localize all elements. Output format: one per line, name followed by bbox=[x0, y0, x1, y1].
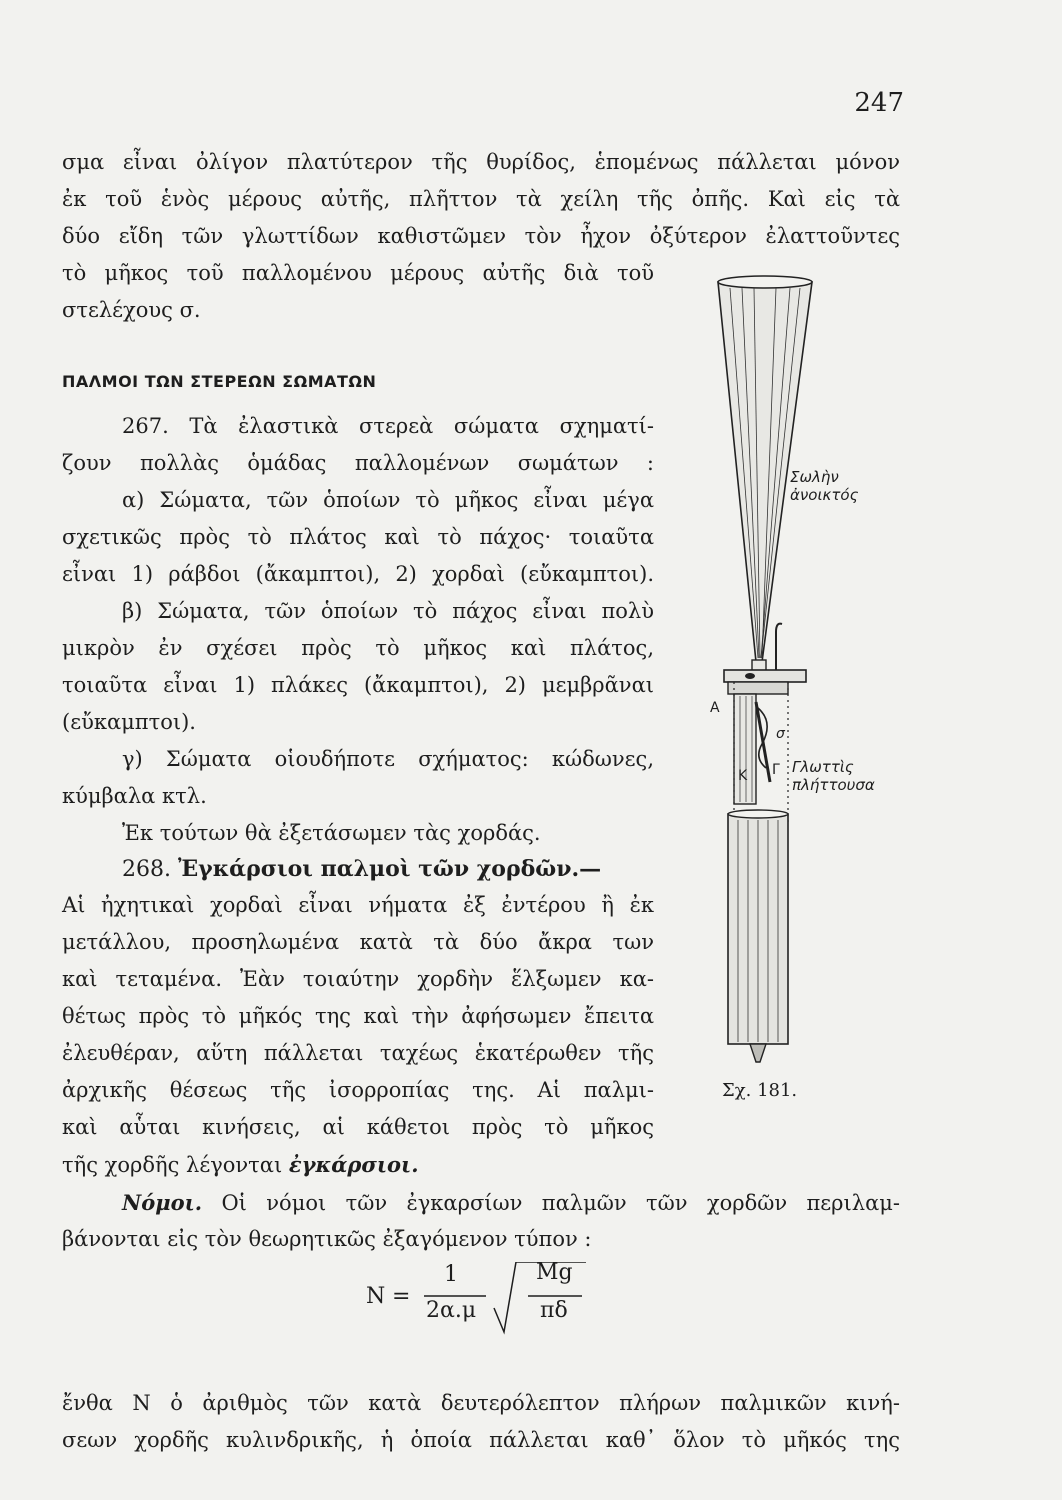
figure-label-reed bbox=[792, 758, 875, 794]
text-line: σμα εἶναι ὀλίγον πλατύτερον τῆς θυρίδος, ἑπομένως πάλλεται μόνον bbox=[62, 150, 900, 174]
figure-letter-g: Γ bbox=[772, 762, 780, 778]
text-line: σχετικῶς πρὸς τὸ πλάτος καὶ τὸ πάχος· τοιαῦτα bbox=[62, 525, 654, 549]
figure-label-line: πλήττουσα bbox=[792, 776, 875, 794]
text-line: καὶ αὗται κινήσεις, αἱ κάθετοι πρὸς τὸ μῆκος bbox=[62, 1115, 654, 1139]
text-line: μετάλλου, προσηλωμένα κατὰ τὰ δύο ἄκρα των bbox=[62, 930, 654, 954]
formula-numerator: 1 bbox=[444, 1262, 458, 1287]
text-line: ἐκ τοῦ ἑνὸς μέρους αὐτῆς, πλῆττον τὰ χείλη τῆς ὀπῆς. Καὶ εἰς τὰ bbox=[62, 187, 900, 211]
text-line: ἀρχικῆς θέσεως τῆς ἰσορροπίας της. Αἱ παλμι- bbox=[62, 1078, 654, 1102]
text-line: δύο εἴδη τῶν γλωττίδων καθιστῶμεν τὸν ἦχον ὀξύτερον ἐλαττοῦντες bbox=[62, 224, 900, 248]
text-fragment: τῆς χορδῆς λέγονται bbox=[62, 1153, 283, 1177]
text-line: Αἱ ἠχητικαὶ χορδαὶ εἶναι νήματα ἐξ ἐντέρου ἢ ἐκ bbox=[62, 893, 654, 917]
text-line: κύμβαλα κτλ. bbox=[62, 784, 207, 808]
laws-label: Νόμοι. bbox=[122, 1190, 203, 1215]
text-line: τοιαῦτα εἶναι 1) πλάκες (ἄκαμπτοι), 2) μεμβρᾶναι bbox=[62, 673, 654, 697]
formula bbox=[366, 1262, 626, 1342]
text-line: ἔνθα N ὁ ἀριθμὸς τῶν κατὰ δευτερόλεπτον πλήρων παλμικῶν κινή- bbox=[62, 1391, 900, 1415]
reed-pipe-figure bbox=[690, 262, 890, 1082]
figure-caption: Σχ. 181. bbox=[722, 1080, 798, 1101]
figure-label-line: Γλωττὶς bbox=[792, 758, 854, 776]
formula-equals: = bbox=[392, 1284, 411, 1309]
text-line: βάνονται εἰς τὸν θεωρητικῶς ἐξαγόμενον τύπον : bbox=[62, 1227, 592, 1251]
paragraph-number: 268. bbox=[122, 857, 171, 882]
figure-letter-sigma: σ bbox=[776, 726, 785, 742]
formula-denominator: 2α.μ bbox=[426, 1298, 477, 1323]
figure-label-line: Σωλὴν bbox=[790, 468, 839, 486]
figure-label-tube bbox=[790, 468, 858, 504]
emphasis-term: ἐγκάρσιοι. bbox=[288, 1152, 419, 1177]
text-line: ἐλευθέραν, αὕτη πάλλεται ταχέως ἑκατέρωθεν τῆς bbox=[62, 1041, 654, 1065]
text-line: εἶναι 1) ράβδοι (ἄκαμπτοι), 2) χορδαὶ (εὔκαμπτοι). bbox=[62, 562, 654, 586]
text-fragment: Οἱ νόμοι τῶν ἐγκαρσίων παλμῶν τῶν χορδῶν περιλαμ- bbox=[221, 1191, 900, 1215]
text-line bbox=[122, 1190, 900, 1215]
text-line: Ἐκ τούτων θὰ ἐξετάσωμεν τὰς χορδάς. bbox=[122, 821, 541, 845]
text-line: μικρὸν ἐν σχέσει πρὸς τὸ μῆκος καὶ πλάτος, bbox=[62, 636, 654, 660]
text-line: (εὔκαμπτοι). bbox=[62, 710, 196, 734]
text-line: α) Σώματα, τῶν ὁποίων τὸ μῆκος εἶναι μέγα bbox=[122, 488, 654, 512]
figure-letter-k: Κ bbox=[738, 768, 748, 784]
text-line bbox=[62, 1152, 419, 1177]
figure-label-line: ἀνοικτός bbox=[790, 486, 859, 504]
page-number: 247 bbox=[854, 88, 904, 118]
text-line: 267. Τὰ ἐλαστικὰ στερεὰ σώματα σχηματί- bbox=[122, 414, 654, 438]
text-line: σεων χορδῆς κυλινδρικῆς, ἡ ὁποία πάλλεται καθ᾽ ὅλον τὸ μῆκός της bbox=[62, 1428, 900, 1452]
text-line: στελέχους σ. bbox=[62, 298, 201, 322]
text-line: ζουν πολλὰς ὁμάδας παλλομένων σωμάτων : bbox=[62, 451, 654, 475]
paragraph-title: Ἐγκάρσιοι παλμοὶ τῶν χορδῶν.— bbox=[177, 856, 602, 882]
paragraph-heading bbox=[122, 856, 601, 882]
figure-letter-a: A bbox=[710, 700, 720, 716]
text-line: τὸ μῆκος τοῦ παλλομένου μέρους αὐτῆς διὰ τοῦ bbox=[62, 261, 654, 285]
text-line: καὶ τεταμένα. Ἐὰν τοιαύτην χορδὴν ἕλξωμεν κα- bbox=[62, 967, 654, 991]
formula-lines bbox=[366, 1262, 626, 1342]
formula-lhs: N bbox=[366, 1284, 386, 1309]
formula-radicand-numerator: Mg bbox=[536, 1260, 573, 1285]
text-line: γ) Σώματα οἱουδήποτε σχήματος: κώδωνες, bbox=[122, 747, 654, 771]
section-heading: ΠΑΛΜΟΙ ΤΩΝ ΣΤΕΡΕΩΝ ΣΩΜΑΤΩΝ bbox=[62, 372, 377, 391]
text-line: β) Σώματα, τῶν ὁποίων τὸ πάχος εἶναι πολὺ bbox=[122, 599, 654, 623]
formula-radicand-denominator: πδ bbox=[540, 1298, 568, 1323]
text-line: θέτως πρὸς τὸ μῆκός της καὶ τὴν ἀφήσωμεν ἔπειτα bbox=[62, 1004, 654, 1028]
